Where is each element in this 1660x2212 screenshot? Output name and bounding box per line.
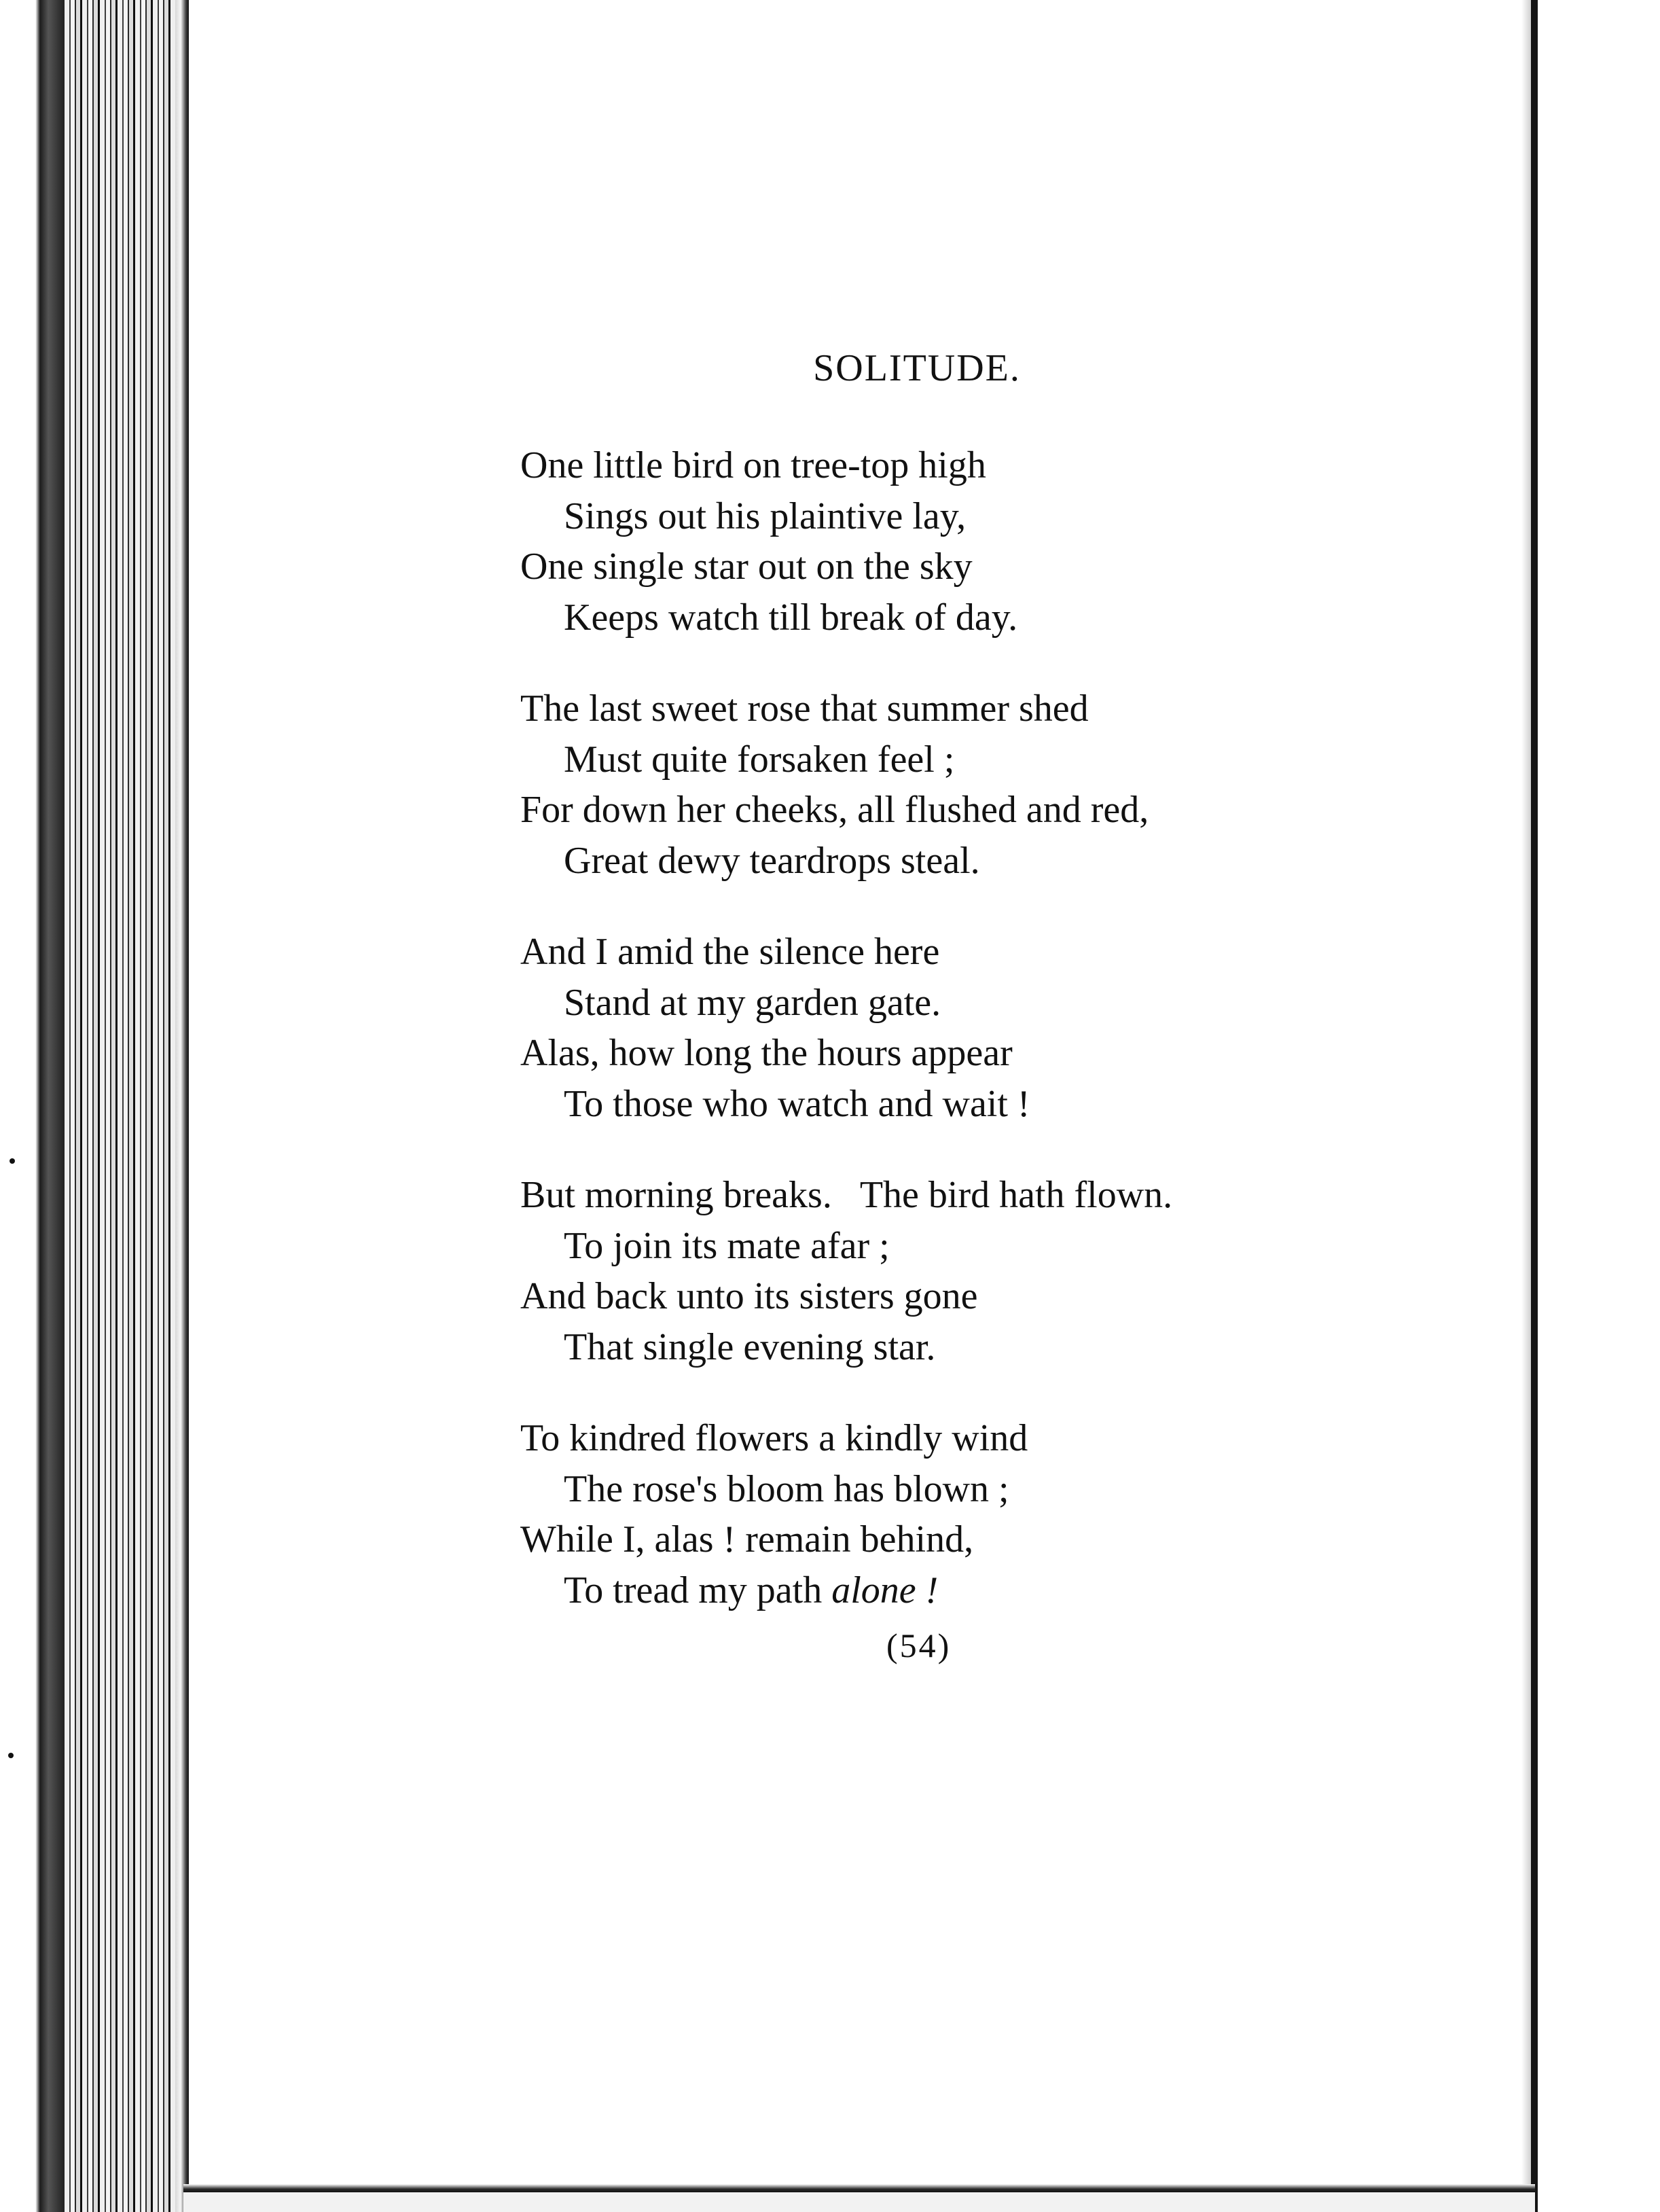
poem-line: And back unto its sisters gone bbox=[520, 1275, 978, 1317]
page-left-edge bbox=[175, 0, 189, 2212]
poem-line: One single star out on the sky bbox=[520, 546, 973, 588]
stanza bbox=[520, 440, 1172, 643]
poem-line: To those who watch and wait ! bbox=[564, 1082, 1030, 1125]
poem-line: One little bird on tree-top high bbox=[520, 444, 986, 486]
poem-line: The last sweet rose that summer shed bbox=[520, 688, 1089, 730]
poem-line: That single evening star. bbox=[564, 1325, 936, 1368]
page-bottom-strip bbox=[183, 2192, 1535, 2212]
poem-line: Keeps watch till break of day. bbox=[564, 596, 1018, 639]
poem-line: While I, alas ! remain behind, bbox=[520, 1518, 974, 1560]
stanza bbox=[520, 1170, 1172, 1372]
poem-body bbox=[520, 440, 1172, 1656]
poem-line: Sings out his plaintive lay, bbox=[564, 495, 967, 537]
scan-speck bbox=[10, 1158, 15, 1164]
poem-line: Alas, how long the hours appear bbox=[520, 1032, 1013, 1074]
stanza bbox=[520, 683, 1172, 886]
emphasized-word: alone ! bbox=[831, 1569, 939, 1611]
page-right-edge bbox=[1531, 0, 1538, 2212]
poem-line: The rose's bloom has blown ; bbox=[564, 1467, 1009, 1510]
poem-title: SOLITUDE. bbox=[813, 347, 1021, 389]
book-spine-shadow bbox=[0, 0, 65, 2212]
poem-line-text: To tread my path bbox=[564, 1569, 832, 1611]
poem-line: For down her cheeks, all flushed and red, bbox=[520, 789, 1149, 831]
poem-line: To join its mate afar ; bbox=[564, 1224, 890, 1267]
scan-speck bbox=[8, 1753, 14, 1758]
page-number: (54) bbox=[886, 1626, 952, 1664]
page-right-shadow bbox=[1521, 0, 1531, 2212]
page-bottom-edge bbox=[183, 2184, 1535, 2192]
stanza bbox=[520, 1413, 1172, 1616]
poem-line: To kindred flowers a kindly wind bbox=[520, 1417, 1028, 1459]
poem-line: Great dewy teardrops steal. bbox=[564, 839, 980, 882]
poem-line: Must quite forsaken feel ; bbox=[564, 738, 955, 781]
poem-line: And I amid the silence here bbox=[520, 931, 940, 973]
poem-line: Stand at my garden gate. bbox=[564, 981, 941, 1024]
poem-line: But morning breaks. The bird hath flown. bbox=[520, 1174, 1173, 1216]
poem-line-final bbox=[520, 1565, 1172, 1616]
stanza bbox=[520, 927, 1172, 1129]
